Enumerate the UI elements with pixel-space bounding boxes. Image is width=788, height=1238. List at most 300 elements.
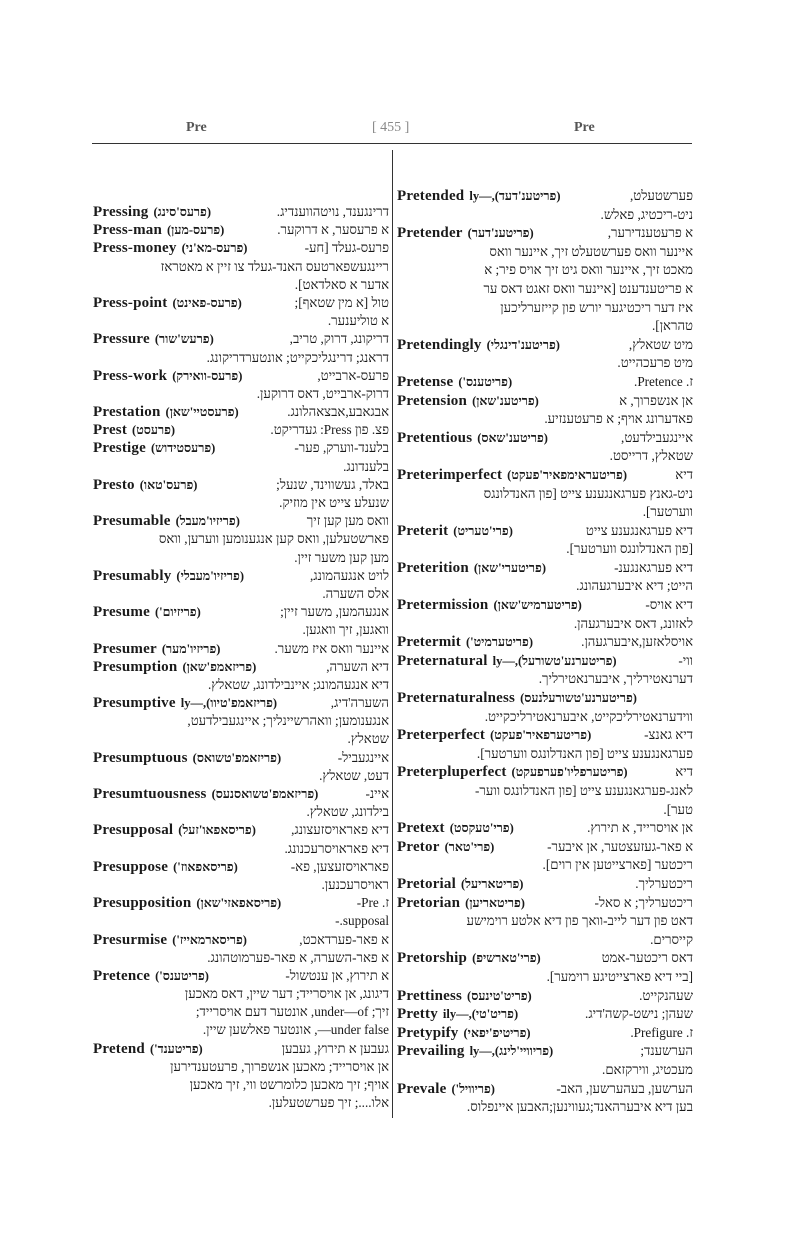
- definition-text: דרינגענד, נויטהווענדיג.: [276, 204, 389, 219]
- headword: Prestige: [93, 440, 146, 457]
- definition-text: הערשענד;: [640, 1043, 693, 1059]
- headword: Pretense: [397, 373, 454, 390]
- pronunciation: (פרי'טעריט): [453, 523, 513, 538]
- pronunciation: (פריזיו'מעבל): [175, 514, 240, 529]
- entry-continuation-line: [93, 1076, 389, 1094]
- definition-text: א פריטענדענט [איינער וואס זאגט דאס ער: [483, 280, 693, 296]
- entry-continuation-line: [397, 280, 693, 299]
- definition-text: איז דער ריכטיגער יורש פון קייזערליכען: [500, 299, 693, 315]
- definition-text: דיא אויס-: [645, 597, 693, 613]
- definition-text: טהראן].: [652, 318, 693, 334]
- definition-text: אדער א סאלדאט].: [294, 276, 389, 292]
- definition-text: ריינגעשפארטעס האנד-געלד צו זיין א מאטראז: [160, 258, 389, 274]
- definition-text: טול [א מין שטאף];: [294, 294, 389, 310]
- pronunciation: (פריזאמפ'שאן): [182, 659, 257, 674]
- definition-text: א פרעסער, א דרוקער.: [277, 222, 389, 238]
- definition-text: א פאר-השערה, א פאר-פערמוטהונג.: [207, 949, 389, 965]
- entry-continuation-line: [93, 949, 389, 967]
- dictionary-entry-line: [93, 1040, 389, 1058]
- definition-text: שעהן; נישט-קשה'דיג.: [585, 1006, 693, 1022]
- pronunciation: (פריטענס'): [155, 968, 209, 983]
- entry-continuation-line: [93, 803, 389, 821]
- dictionary-entry-line: [93, 367, 389, 385]
- headword: Prevale: [397, 1080, 447, 1097]
- headword: Presumtuousness: [93, 786, 207, 802]
- entry-continuation-line: [397, 410, 693, 429]
- pronunciation: (פרי'טארשיפ): [472, 951, 541, 966]
- headword: Presupposition: [93, 895, 192, 912]
- definition-text: פרעס-ארבייט,: [317, 367, 389, 383]
- dictionary-entry-line: [397, 949, 693, 968]
- entry-continuation-line: [93, 494, 389, 512]
- headword: Preterpluperfect: [397, 764, 507, 781]
- entry-continuation-line: [397, 447, 693, 466]
- pronunciation: (פריטאריעל): [461, 876, 524, 891]
- definition-text: השערה'דיג,: [330, 695, 389, 711]
- dictionary-entry-line: [397, 1005, 693, 1024]
- definition-text: ריכטער [פארצייטען אין רוים].: [542, 857, 693, 873]
- definition-text: שטאלץ.: [347, 731, 389, 747]
- definition-text: איינער וואס פערשטעלט זיך, איינער וואס: [489, 243, 693, 259]
- entry-continuation-line: [93, 258, 389, 276]
- definition-text: דיא אנגעהמונג; איינבילדונג, שטאלץ.: [207, 676, 389, 692]
- definition-text: דאס ריכטער-אמט: [601, 950, 693, 966]
- headword: Pretender: [397, 225, 463, 242]
- definition-text: מיט שטאלץ,: [628, 336, 693, 352]
- dictionary-entry-line: [93, 221, 389, 239]
- definition-text: א פאר-פערדאכט,: [299, 931, 389, 947]
- dictionary-entry-line: [93, 749, 389, 767]
- headword: Presurmise: [93, 931, 168, 948]
- headword: Prevailing: [397, 1043, 465, 1060]
- entry-continuation-line: [93, 549, 389, 567]
- headword: Presupposal: [93, 822, 174, 839]
- definition-text: ריכטערליך; א סאל-: [594, 894, 693, 910]
- entry-continuation-line: [93, 712, 389, 730]
- definition-text: איינער וואס איז משער.: [274, 640, 389, 656]
- headword: Pretension: [397, 392, 468, 409]
- entry-continuation-line: [397, 1061, 693, 1080]
- entry-continuation-line: [93, 840, 389, 858]
- definition-text: אנגעהמען, משער זיין;: [280, 604, 389, 620]
- headword: Preterperfect: [397, 727, 486, 744]
- column-divider: [392, 150, 393, 1118]
- definition-text: לאנג-פערגאנגענע צייט [פון האנדלונגס ווער-: [475, 783, 693, 798]
- headword: Preterimperfect: [397, 466, 503, 483]
- pronunciation: (פריזאמפ'טשואסנעס): [211, 787, 319, 801]
- headword: Pretor: [397, 838, 440, 855]
- definition-text: מאכט זיך, איינער וואס גיט זיך אויס פיר; א: [484, 262, 693, 278]
- dictionary-entry-line: [397, 1042, 693, 1061]
- dictionary-entry-line: [397, 819, 693, 838]
- pronunciation: (פריטערנע'טשורעלנעס): [520, 691, 637, 706]
- entry-continuation-line: [93, 730, 389, 748]
- definition-text: אנגענומען; וואהרשיינליך; איינגעבילדעט,: [187, 713, 389, 729]
- definition-text: זיך; under—of, אונטער דעם אויסרייד;: [195, 1004, 389, 1020]
- definition-text: א פאר-געזעצטער, אן איבער-: [547, 838, 693, 854]
- definition-text: איינ-: [365, 786, 389, 801]
- dictionary-entry-line: [397, 466, 693, 485]
- pronunciation: (פריטענ'שאן): [472, 393, 539, 408]
- definition-text: קייסרים.: [650, 931, 693, 947]
- definition-text: ניט-גאנץ פערגאנגענע צייט [פון האנדלונגס: [483, 485, 693, 501]
- entry-continuation-line: [93, 767, 389, 785]
- dictionary-entry-line: [397, 559, 693, 578]
- dictionary-entry-line: [93, 967, 389, 985]
- definition-text: פארשטעלען, וואס קען אנגענומען ווערען, וואס: [158, 531, 389, 547]
- definition-text: אן אנשפרוך, א: [619, 392, 693, 408]
- headword: Presumable: [93, 513, 171, 530]
- headword: Presumptive: [93, 695, 176, 712]
- definition-text: דיא פאראויסרעכנונג.: [284, 840, 389, 856]
- definition-text: דיא השערה,: [326, 658, 389, 674]
- entry-continuation-line: [93, 1058, 389, 1076]
- definition-text: א תירוץ, אן ענטשול-: [285, 967, 389, 983]
- definition-text: פערגאנגענע צייט [פון האנדלונגס ווערטער].: [476, 745, 693, 761]
- pronunciation: (פרי'טעקסט): [449, 821, 514, 836]
- definition-text: בלענד-ווערק, פער-: [294, 440, 389, 456]
- entry-continuation-line: [397, 540, 693, 559]
- dictionary-entry-line: [397, 894, 693, 913]
- definition-text: דיגונג, אן אויסרייד; דער שיין, דאס מאכען: [184, 986, 389, 1002]
- definition-text: טער].: [663, 801, 693, 817]
- definition-text: אלס השערה.: [322, 585, 389, 601]
- definition-text: פערשטעלט,: [629, 188, 693, 203]
- headword: Pretty: [397, 1006, 438, 1023]
- headword: Pretorian: [397, 894, 461, 911]
- definition-text: under false—, אונטער פאלשען שיין.: [202, 1022, 389, 1038]
- pronunciation: (פריטעראימפאיר'פעקט): [507, 467, 628, 482]
- definition-text: ווערטער].: [642, 504, 693, 520]
- definition-text: לויט אנגעהמונג,: [310, 567, 389, 583]
- definition-text: דיא פערגאנגענע צייט: [585, 522, 693, 538]
- definition-text: ניט-ריכטיג, פאלש.: [600, 206, 693, 222]
- headword: Pretendingly: [397, 336, 482, 353]
- entry-continuation-line: [93, 1094, 389, 1112]
- pronunciation: (פריטענ'דעד),—ly: [469, 189, 561, 203]
- dictionary-entry-line: [397, 652, 693, 671]
- entry-continuation-line: [397, 503, 693, 522]
- definition-text: לאזונג, דאס איבערגעהן.: [573, 615, 693, 631]
- headword: Pretorial: [397, 875, 456, 892]
- dictionary-entry-line: [93, 694, 389, 712]
- pronunciation: (פריסארמאייז'): [172, 932, 247, 947]
- definition-text: מעכטיג, ווירקזאם.: [602, 1061, 693, 1077]
- definition-text: דערנאטירליך, איבערנאטירליך.: [538, 671, 693, 687]
- pronunciation: (פריזאמפ'טיוו),—ly: [180, 696, 278, 711]
- definition-text: באלד, געשווינד, שנעל;: [276, 476, 389, 492]
- definition-text: פצ. פון Press: געדריקט.: [270, 422, 389, 438]
- definition-text: א פרעטענדירער,: [607, 225, 693, 241]
- definition-text: [ביי דיא פארצייטיגע רוימער].: [546, 968, 693, 984]
- entry-continuation-line: [397, 485, 693, 504]
- entry-continuation-line: [93, 312, 389, 330]
- entry-continuation-line: [397, 243, 693, 262]
- entry-continuation-line: [397, 1098, 693, 1117]
- pronunciation: (פרי'טאר): [444, 839, 495, 854]
- definition-text: בילדונג, שטאלץ.: [306, 804, 389, 820]
- entry-continuation-line: [397, 577, 693, 596]
- entry-continuation-line: [93, 585, 389, 603]
- headword: Pressing: [93, 204, 149, 220]
- dictionary-entry-line: [93, 658, 389, 676]
- pronunciation: (פריטערנע'טשורעל),—ly: [492, 653, 617, 668]
- definition-text: איינגעבילדעט,: [621, 429, 693, 445]
- header-rule: [92, 143, 692, 144]
- headword: Presumer: [93, 640, 157, 657]
- headword: Preternaturalness: [397, 690, 516, 707]
- headword: Press-money: [93, 240, 177, 257]
- entry-continuation-line: [93, 530, 389, 548]
- dictionary-entry-line: [397, 224, 693, 243]
- dictionary-entry-line: [93, 239, 389, 257]
- entry-continuation-line: [397, 912, 693, 931]
- definition-text: הערשען, בעהערשען, האב-: [556, 1080, 693, 1096]
- headword: Prettiness: [397, 987, 463, 1004]
- pronunciation: (פריזיו'מער): [161, 641, 221, 656]
- definition-text: מיט פרעכהייט.: [617, 355, 693, 371]
- pronunciation: (פריטאריען): [465, 895, 525, 910]
- dictionary-entry-line: [93, 567, 389, 585]
- definition-text: פרעס-געלד [חע-: [304, 240, 389, 256]
- definition-text: אבגאבע,אבצאהלונג.: [287, 404, 389, 420]
- entry-continuation-line: [93, 985, 389, 1003]
- dictionary-entry-line: [93, 421, 389, 439]
- pronunciation: (פריטערמיט'): [465, 635, 534, 650]
- dictionary-entry-line: [93, 603, 389, 621]
- definition-text: דיא פערגאנגענ-: [614, 559, 693, 575]
- dictionary-entry-line: [397, 336, 693, 355]
- dictionary-entry-line: [397, 726, 693, 745]
- entry-continuation-line: [93, 676, 389, 694]
- definition-text: אן אויסרייד, א תירוץ.: [587, 820, 693, 836]
- definition-text: מען קען משער זיין.: [294, 549, 389, 565]
- entry-continuation-line: [397, 782, 693, 801]
- entry-continuation-line: [397, 708, 693, 727]
- headword: Pretorship: [397, 950, 468, 967]
- dictionary-entry-line: [397, 429, 693, 448]
- definition-text: א טוליענער.: [327, 313, 389, 329]
- definition-text: ז. Prefigure.: [630, 1024, 693, 1040]
- pronunciation: (פריטערי'שאן): [473, 560, 547, 575]
- headword: Presumably: [93, 567, 172, 584]
- entry-continuation-line: [397, 968, 693, 987]
- dictionary-entry-line: [397, 596, 693, 615]
- entry-continuation-line: [93, 349, 389, 367]
- dictionary-entry-line: [93, 439, 389, 457]
- entry-continuation-line: [397, 299, 693, 318]
- headword: Pretentious: [397, 429, 473, 446]
- dictionary-entry-line: [93, 640, 389, 658]
- headword: Prestation: [93, 404, 161, 421]
- headword: Pretermission: [397, 597, 489, 614]
- pronunciation: (פרעס-מא'ני): [181, 241, 248, 256]
- headword: Press-point: [93, 294, 168, 311]
- pronunciation: (פריטענ'דינגלי): [486, 337, 560, 352]
- entry-continuation-line: [397, 354, 693, 373]
- pronunciation: (פרעסטיי'שאן): [165, 405, 239, 420]
- pronunciation: (פריזאמפ'טשואס): [192, 750, 282, 765]
- entry-continuation-line: [93, 276, 389, 294]
- pronunciation: (פריזיום'): [154, 605, 201, 620]
- headword: Pretence: [93, 967, 151, 984]
- pronunciation: (פריטערפאיר'פעקט): [490, 728, 592, 743]
- headword: Presumptuous: [93, 749, 188, 766]
- dictionary-entry-line: [93, 330, 389, 348]
- entry-continuation-line: [93, 458, 389, 476]
- pronunciation: (פריט'טי),—ily: [442, 1007, 519, 1022]
- dictionary-entry-line: [397, 838, 693, 857]
- definition-text: ז. Pre-: [356, 895, 389, 911]
- definition-text: דיא: [675, 764, 693, 780]
- pronunciation: (פרעש'שור): [154, 332, 214, 347]
- entry-continuation-line: [397, 801, 693, 820]
- dictionary-entry-line: [93, 203, 389, 221]
- headword: Preterition: [397, 559, 469, 576]
- definition-text: בען דיא איבערהאנד;געווינען;האבען איינפלוס.: [466, 1099, 693, 1115]
- headword: Preterit: [397, 522, 449, 539]
- definition-text: שטאלץ, דרייסט.: [609, 448, 693, 464]
- dictionary-entry-line: [397, 1024, 693, 1043]
- definition-text: פאראויסזעצען, פא-: [290, 858, 389, 874]
- definition-text: ראויסרעכנען.: [321, 876, 389, 892]
- entry-continuation-line: [397, 206, 693, 225]
- definition-text: דריקונג, דרוק, טריב,: [289, 331, 389, 347]
- pronunciation: (פריט'טינעס): [467, 988, 532, 1003]
- page-number: [ 455 ]: [372, 120, 410, 135]
- left-column: [93, 203, 389, 1112]
- dictionary-entry-line: [93, 931, 389, 949]
- headword: Pretend: [93, 1040, 145, 1057]
- definition-text: דעט, שטאלץ.: [319, 767, 389, 783]
- definition-text: וואס מען קען זיך: [306, 513, 389, 529]
- definition-text: שנעלע צייט אין מוזיק.: [279, 495, 389, 510]
- headword: Pretext: [397, 820, 445, 837]
- definition-text: בלענדונג.: [343, 458, 389, 474]
- dictionary-entry-line: [397, 373, 693, 392]
- dictionary-entry-line: [397, 763, 693, 782]
- pronunciation: (פריטערפליו'פערפעקט): [511, 765, 628, 780]
- definition-text: ז. Pretence.: [634, 373, 693, 389]
- headword: Pretermit: [397, 634, 461, 651]
- headword: Pressure: [93, 331, 150, 348]
- pronunciation: (פרעס-מען): [167, 223, 225, 238]
- pronunciation: (פריוויל'): [451, 1081, 495, 1096]
- pronunciation: (פרעסטידוש): [150, 441, 216, 456]
- entry-continuation-line: [397, 261, 693, 280]
- dictionary-entry-line: [93, 894, 389, 912]
- entry-continuation-line: [397, 317, 693, 336]
- definition-text: וואגען, זיך וואגען.: [302, 622, 389, 638]
- definition-text: אן אויסרייד; מאכען אנשפרוך, פרעטענדירען: [170, 1058, 389, 1074]
- entry-continuation-line: [93, 912, 389, 930]
- pronunciation: (פריסאפאזי'שאן): [196, 896, 282, 911]
- definition-text: פאדערונג אויף; א פרעטענזיע.: [544, 411, 693, 427]
- entry-continuation-line: [93, 1021, 389, 1039]
- running-head-left: Pre: [186, 120, 207, 135]
- right-column: [397, 187, 693, 1117]
- headword: Preternatural: [397, 652, 488, 669]
- pronunciation: (פרעס'סינג): [153, 205, 212, 219]
- pronunciation: (פריוויי'לינג),—ly: [469, 1044, 554, 1059]
- definition-text: אויף; זיך מאכען כלומרשט ווי, זיך מאכען: [189, 1077, 389, 1092]
- pronunciation: (פריטענס'): [458, 374, 513, 389]
- definition-text: איינגעביל-: [337, 749, 389, 765]
- dictionary-entry-line: [93, 294, 389, 312]
- dictionary-entry-line: [397, 1080, 693, 1099]
- definition-text: ריכטערליך.: [635, 875, 693, 891]
- headword: Presto: [93, 476, 135, 493]
- dictionary-entry-line: [397, 187, 693, 206]
- entry-continuation-line: [397, 745, 693, 764]
- dictionary-entry-line: [93, 476, 389, 494]
- definition-text: אלו....; זיך פערשטעלען.: [268, 1095, 389, 1111]
- definition-text: supposal.-: [335, 913, 389, 929]
- running-head-right: Pre: [574, 120, 595, 135]
- headword: Press-work: [93, 367, 168, 384]
- entry-continuation-line: [93, 876, 389, 894]
- pronunciation: (פריטיפ'יפאי): [463, 1025, 531, 1040]
- entry-continuation-line: [397, 670, 693, 689]
- headword: Pretended: [397, 188, 465, 204]
- dictionary-entry-line: [397, 689, 693, 708]
- entry-continuation-line: [397, 856, 693, 875]
- definition-text: ווידערנאטירליכקייט, איבערנאטירליכקייט.: [484, 708, 693, 724]
- pronunciation: (פריזיו'מעבלי): [176, 568, 245, 583]
- definition-text: דאט פון דער לייב-וואך פון דיא אלטע רוימישע: [466, 913, 693, 929]
- pronunciation: (פרעס-פאינט): [172, 295, 242, 310]
- entry-continuation-line: [397, 615, 693, 634]
- dictionary-entry-line: [397, 522, 693, 541]
- definition-text: דיא: [675, 466, 693, 482]
- definition-text: אויסלאזען,איבערגעהן.: [581, 634, 693, 650]
- entry-continuation-line: [93, 1003, 389, 1021]
- dictionary-entry-line: [93, 858, 389, 876]
- definition-text: [פון האנדלונגס ווערטער].: [566, 541, 693, 557]
- definition-text: הייט; דיא איבערגעהונג.: [576, 578, 693, 594]
- headword: Press-man: [93, 222, 163, 239]
- pronunciation: (פריטענ'שאס): [477, 430, 548, 445]
- definition-text: דרוק-ארבייט, דאס דרוקען.: [256, 385, 389, 401]
- headword: Presuppose: [93, 858, 169, 875]
- dictionary-entry-line: [93, 821, 389, 839]
- dictionary-entry-line: [93, 512, 389, 530]
- pronunciation: (פרעס'טאו): [139, 477, 198, 492]
- headword: Presumption: [93, 658, 178, 675]
- dictionary-entry-line: [397, 392, 693, 411]
- definition-text: געבען א תירוץ, געבען: [281, 1040, 389, 1056]
- definition-text: דיא גאנצ-: [644, 727, 693, 743]
- dictionary-entry-line: [397, 875, 693, 894]
- entry-continuation-line: [93, 621, 389, 639]
- dictionary-entry-line: [397, 987, 693, 1006]
- pronunciation: (פריסאפאו'זעל): [178, 823, 256, 838]
- definition-text: ווי-: [678, 652, 693, 668]
- definition-text: שעהנקייט.: [639, 987, 693, 1003]
- pronunciation: (פרעסט): [132, 423, 176, 438]
- pronunciation: (פריטענד'): [149, 1041, 203, 1056]
- pronunciation: (פריסאפאוז'): [173, 859, 238, 874]
- pronunciation: (פריטענ'דער): [467, 226, 534, 241]
- headword: Presume: [93, 604, 150, 621]
- dictionary-entry-line: [93, 403, 389, 421]
- pronunciation: (פריטערמיש'שאן): [493, 598, 582, 613]
- dictionary-entry-line: [93, 785, 389, 803]
- definition-text: דיא פאראויסזעצונג,: [291, 822, 389, 838]
- entry-continuation-line: [397, 931, 693, 950]
- headword: Prest: [93, 422, 128, 439]
- entry-continuation-line: [93, 385, 389, 403]
